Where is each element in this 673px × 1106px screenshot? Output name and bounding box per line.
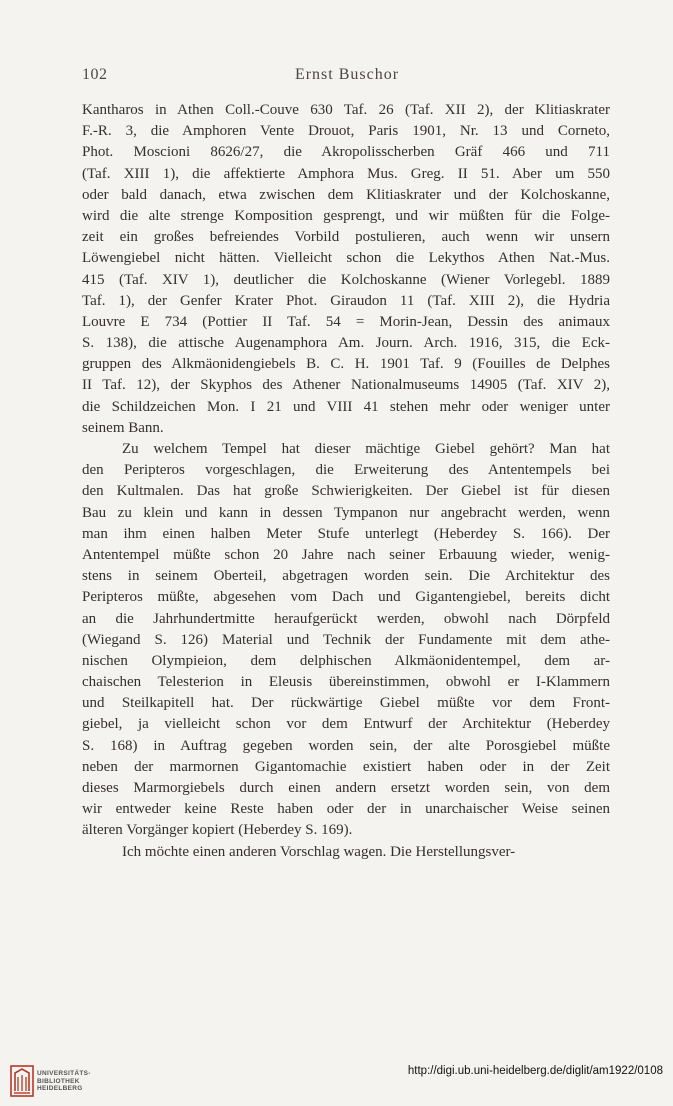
page-number: 102 bbox=[82, 66, 108, 83]
text-line: Louvre E 734 (Pottier II Taf. 54 = Morin-Jean, Dessin des animaux bbox=[82, 313, 610, 330]
text-line: die Schildzeichen Mon. I 21 und VIII 41 stehen mehr oder weniger unter bbox=[82, 398, 610, 415]
text-line: Bau zu klein und kann in dessen Tympanon nur angebracht werden, wenn bbox=[82, 504, 610, 521]
text-line: F.-R. 3, die Amphoren Vente Drouot, Paris 1901, Nr. 13 und Corneto, bbox=[82, 123, 610, 140]
text-line: zeit ein großes befreiendes Vorbild postulieren, auch wenn wir unsern bbox=[82, 229, 610, 246]
text-line: gruppen des Alkmäonidengiebels B. C. H. 1901 Taf. 9 (Fouilles de Delphes bbox=[82, 356, 610, 373]
text-line: den Peripteros vorgeschlagen, die Erweiterung des Antentempels bei bbox=[82, 462, 610, 479]
text-line: wir entweder keine Reste haben oder der in unarchaischer Weise seinen bbox=[82, 801, 610, 818]
library-logo-text bbox=[37, 1070, 91, 1093]
text-line: (Wiegand S. 126) Material und Technik der Fundamente mit dem athe- bbox=[82, 631, 610, 648]
text-line: Zu welchem Tempel hat dieser mächtige Giebel gehört? Man hat bbox=[122, 441, 610, 457]
text-line: Peripteros müßte, abgesehen vom Dach und Gigantengiebel, bereits dicht bbox=[82, 589, 610, 606]
text-line: 415 (Taf. XIV 1), deutlicher die Kolchoskanne (Wiener Vorlegebl. 1889 bbox=[82, 271, 610, 288]
logo-line: BIBLIOTHEK bbox=[37, 1077, 80, 1085]
text-line: seinem Bann. bbox=[82, 419, 164, 436]
library-logo bbox=[10, 1065, 100, 1097]
page-header bbox=[82, 66, 612, 88]
running-title: Ernst Buschor bbox=[294, 66, 400, 83]
source-url[interactable]: http://digi.ub.uni-heidelberg.de/diglit/am1922/0108 bbox=[407, 1065, 663, 1077]
text-line: Löwengiebel nicht hätten. Vielleicht schon die Lekythos Athen Nat.-Mus. bbox=[82, 250, 610, 267]
text-line: wird die alte strenge Komposition gesprengt, und wir müßten für die Folge- bbox=[82, 207, 610, 224]
text-line: und Steilkapitell hat. Der rückwärtige Giebel müßte vor dem Front- bbox=[82, 695, 610, 712]
text-line: Phot. Moscioni 8626/27, die Akropolisscherben Gräf 466 und 711 bbox=[82, 144, 610, 161]
text-line: nischen Olympieion, dem delphischen Alkmäonidentempel, dem ar- bbox=[82, 652, 610, 669]
text-line: stens in seinem Oberteil, abgetragen worden sein. Die Architektur des bbox=[82, 568, 610, 585]
text-line: man ihm einen halben Meter Stufe unterlegt (Heberdey S. 166). Der bbox=[82, 525, 610, 542]
text-line: Taf. 1), der Genfer Krater Phot. Giraudon 11 (Taf. XIII 2), die Hydria bbox=[82, 292, 610, 309]
text-line: Ich möchte einen anderen Vorschlag wagen. Die Herstellungsver- bbox=[122, 843, 516, 860]
text-line: Antentempel müßte schon 20 Jahre nach seiner Erbauung wieder, wenig- bbox=[82, 546, 610, 563]
text-line: chaischen Telesterion in Eleusis übereinstimmen, obwohl er I-Klammern bbox=[82, 674, 610, 691]
text-line: S. 168) in Auftrag gegeben worden sein, der alte Porosgiebel müßte bbox=[82, 737, 610, 754]
body-text bbox=[82, 100, 610, 863]
text-line: Kantharos in Athen Coll.-Couve 630 Taf. 26 (Taf. XII 2), der Klitiaskrater bbox=[82, 102, 610, 118]
text-line: giebel, ja vielleicht schon vor dem Entwurf der Architektur (Heberdey bbox=[82, 716, 610, 733]
logo-line: HEIDELBERG bbox=[37, 1085, 83, 1092]
text-line: II Taf. 12), der Skyphos des Athener Nationalmuseums 14905 (Taf. XIV 2), bbox=[82, 377, 610, 394]
text-line: S. 138), die attische Augenamphora Am. Journ. Arch. 1916, 315, die Eck- bbox=[82, 335, 610, 352]
text-line: (Taf. XIII 1), die affektierte Amphora Mus. Greg. II 51. Aber um 550 bbox=[82, 165, 610, 182]
footer bbox=[0, 1060, 673, 1106]
text-line: oder bald danach, etwa zwischen dem Klitiaskrater und der Kolchoskanne, bbox=[82, 186, 610, 203]
text-line: älteren Vorgänger kopiert (Heberdey S. 169). bbox=[82, 822, 353, 839]
library-logo-icon bbox=[10, 1065, 34, 1097]
text-line: dieses Marmorgiebels durch einen andern ersetzt worden sein, von dem bbox=[82, 780, 610, 796]
text-line: neben der marmornen Gigantomachie existiert haben oder in der Zeit bbox=[82, 758, 610, 775]
text-line: den Kultmalen. Das hat große Schwierigkeiten. Der Giebel ist für diesen bbox=[82, 483, 610, 500]
logo-line: UNIVERSITÄTS- bbox=[37, 1070, 91, 1077]
text-line: an die Jahrhundertmitte heraufgerückt werden, obwohl nach Dörpfeld bbox=[82, 610, 610, 627]
